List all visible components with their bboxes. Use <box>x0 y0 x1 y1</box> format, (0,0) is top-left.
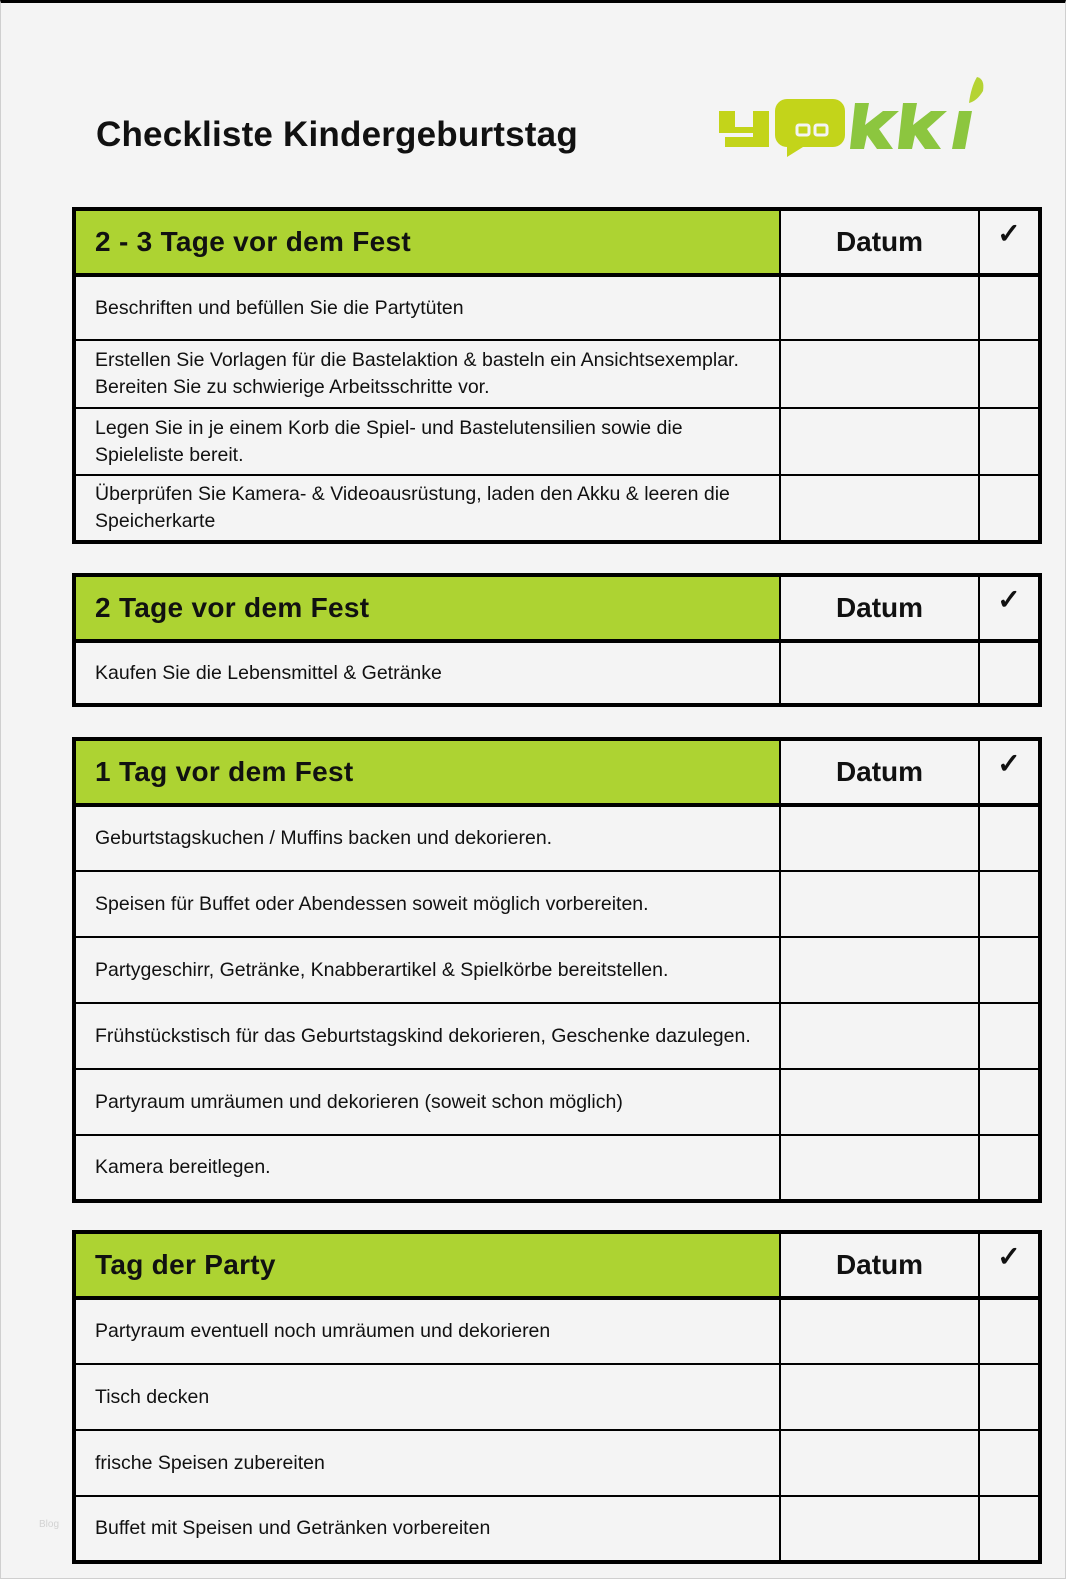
task-text: Legen Sie in je einem Korb die Spiel- und Bastelutensilien sowie die Spieleliste bereit. <box>74 408 780 475</box>
date-field[interactable] <box>780 937 979 1003</box>
task-text: Speisen für Buffet oder Abendessen soweit möglich vorbereiten. <box>74 871 780 937</box>
done-checkbox[interactable] <box>979 1430 1040 1496</box>
task-row <box>74 805 1040 871</box>
date-field[interactable] <box>780 1298 979 1364</box>
checkmark-icon: ✓ <box>979 575 1040 641</box>
done-checkbox[interactable] <box>979 1003 1040 1069</box>
date-field[interactable] <box>780 408 979 475</box>
section-table-party-day <box>72 1230 1042 1564</box>
task-row <box>74 641 1040 705</box>
date-field[interactable] <box>780 871 979 937</box>
task-text: Geburtstagskuchen / Muffins backen und dekorieren. <box>74 805 780 871</box>
task-text: Beschriften und befüllen Sie die Partytüten <box>74 275 780 340</box>
task-row <box>74 871 1040 937</box>
done-checkbox[interactable] <box>979 1135 1040 1201</box>
task-text: Partyraum umräumen und dekorieren (soweit schon möglich) <box>74 1069 780 1135</box>
done-checkbox[interactable] <box>979 937 1040 1003</box>
task-row <box>74 408 1040 475</box>
checkmark-icon: ✓ <box>979 1232 1040 1298</box>
section-title: 1 Tag vor dem Fest <box>74 739 780 805</box>
date-field[interactable] <box>780 1069 979 1135</box>
task-text: Buffet mit Speisen und Getränken vorbereiten <box>74 1496 780 1562</box>
task-text: Kamera bereitlegen. <box>74 1135 780 1201</box>
done-checkbox[interactable] <box>979 1298 1040 1364</box>
done-checkbox[interactable] <box>979 1364 1040 1430</box>
done-checkbox[interactable] <box>979 1496 1040 1562</box>
section-header-row <box>74 575 1040 641</box>
task-row <box>74 937 1040 1003</box>
date-field[interactable] <box>780 340 979 408</box>
date-column-header: Datum <box>780 575 979 641</box>
done-checkbox[interactable] <box>979 641 1040 705</box>
watermark: Blog <box>39 1519 60 1530</box>
done-checkbox[interactable] <box>979 1069 1040 1135</box>
checkmark-icon: ✓ <box>979 209 1040 275</box>
task-row <box>74 340 1040 408</box>
date-column-header: Datum <box>780 1232 979 1298</box>
task-text: Kaufen Sie die Lebensmittel & Getränke <box>74 641 780 705</box>
task-row <box>74 1496 1040 1562</box>
date-field[interactable] <box>780 1496 979 1562</box>
section-header-row <box>74 739 1040 805</box>
done-checkbox[interactable] <box>979 805 1040 871</box>
date-field[interactable] <box>780 641 979 705</box>
section-title: 2 - 3 Tage vor dem Fest <box>74 209 780 275</box>
task-text: Partyraum eventuell noch umräumen und dekorieren <box>74 1298 780 1364</box>
task-text: Erstellen Sie Vorlagen für die Bastelaktion & basteln ein Ansichtsexemplar. Bereiten Sie zu schwierige Arbeitsschritte vor. <box>74 340 780 408</box>
date-field[interactable] <box>780 1003 979 1069</box>
date-field[interactable] <box>780 475 979 542</box>
yokki-logo <box>715 73 1005 163</box>
done-checkbox[interactable] <box>979 475 1040 542</box>
section-title: 2 Tage vor dem Fest <box>74 575 780 641</box>
section-header-row <box>74 209 1040 275</box>
task-text: Tisch decken <box>74 1364 780 1430</box>
date-field[interactable] <box>780 1364 979 1430</box>
date-field[interactable] <box>780 1430 979 1496</box>
page-title: Checkliste Kindergeburtstag <box>96 115 578 154</box>
date-field[interactable] <box>780 1135 979 1201</box>
section-table-2-3-days <box>72 207 1042 544</box>
task-row <box>74 1298 1040 1364</box>
task-text: Überprüfen Sie Kamera- & Videoausrüstung, laden den Akku & leeren die Speicherkarte <box>74 475 780 542</box>
done-checkbox[interactable] <box>979 871 1040 937</box>
section-table-2-days <box>72 573 1042 707</box>
task-row <box>74 1069 1040 1135</box>
task-text: Frühstückstisch für das Geburtstagskind dekorieren, Geschenke dazulegen. <box>74 1003 780 1069</box>
date-column-header: Datum <box>780 209 979 275</box>
done-checkbox[interactable] <box>979 275 1040 340</box>
task-row <box>74 475 1040 542</box>
task-row <box>74 275 1040 340</box>
section-header-row <box>74 1232 1040 1298</box>
date-field[interactable] <box>780 805 979 871</box>
task-row <box>74 1135 1040 1201</box>
done-checkbox[interactable] <box>979 408 1040 475</box>
checkmark-icon: ✓ <box>979 739 1040 805</box>
task-row <box>74 1430 1040 1496</box>
section-table-1-day <box>72 737 1042 1203</box>
task-row <box>74 1364 1040 1430</box>
task-text: Partygeschirr, Getränke, Knabberartikel & Spielkörbe bereitstellen. <box>74 937 780 1003</box>
section-title: Tag der Party <box>74 1232 780 1298</box>
task-text: frische Speisen zubereiten <box>74 1430 780 1496</box>
done-checkbox[interactable] <box>979 340 1040 408</box>
date-field[interactable] <box>780 275 979 340</box>
date-column-header: Datum <box>780 739 979 805</box>
task-row <box>74 1003 1040 1069</box>
